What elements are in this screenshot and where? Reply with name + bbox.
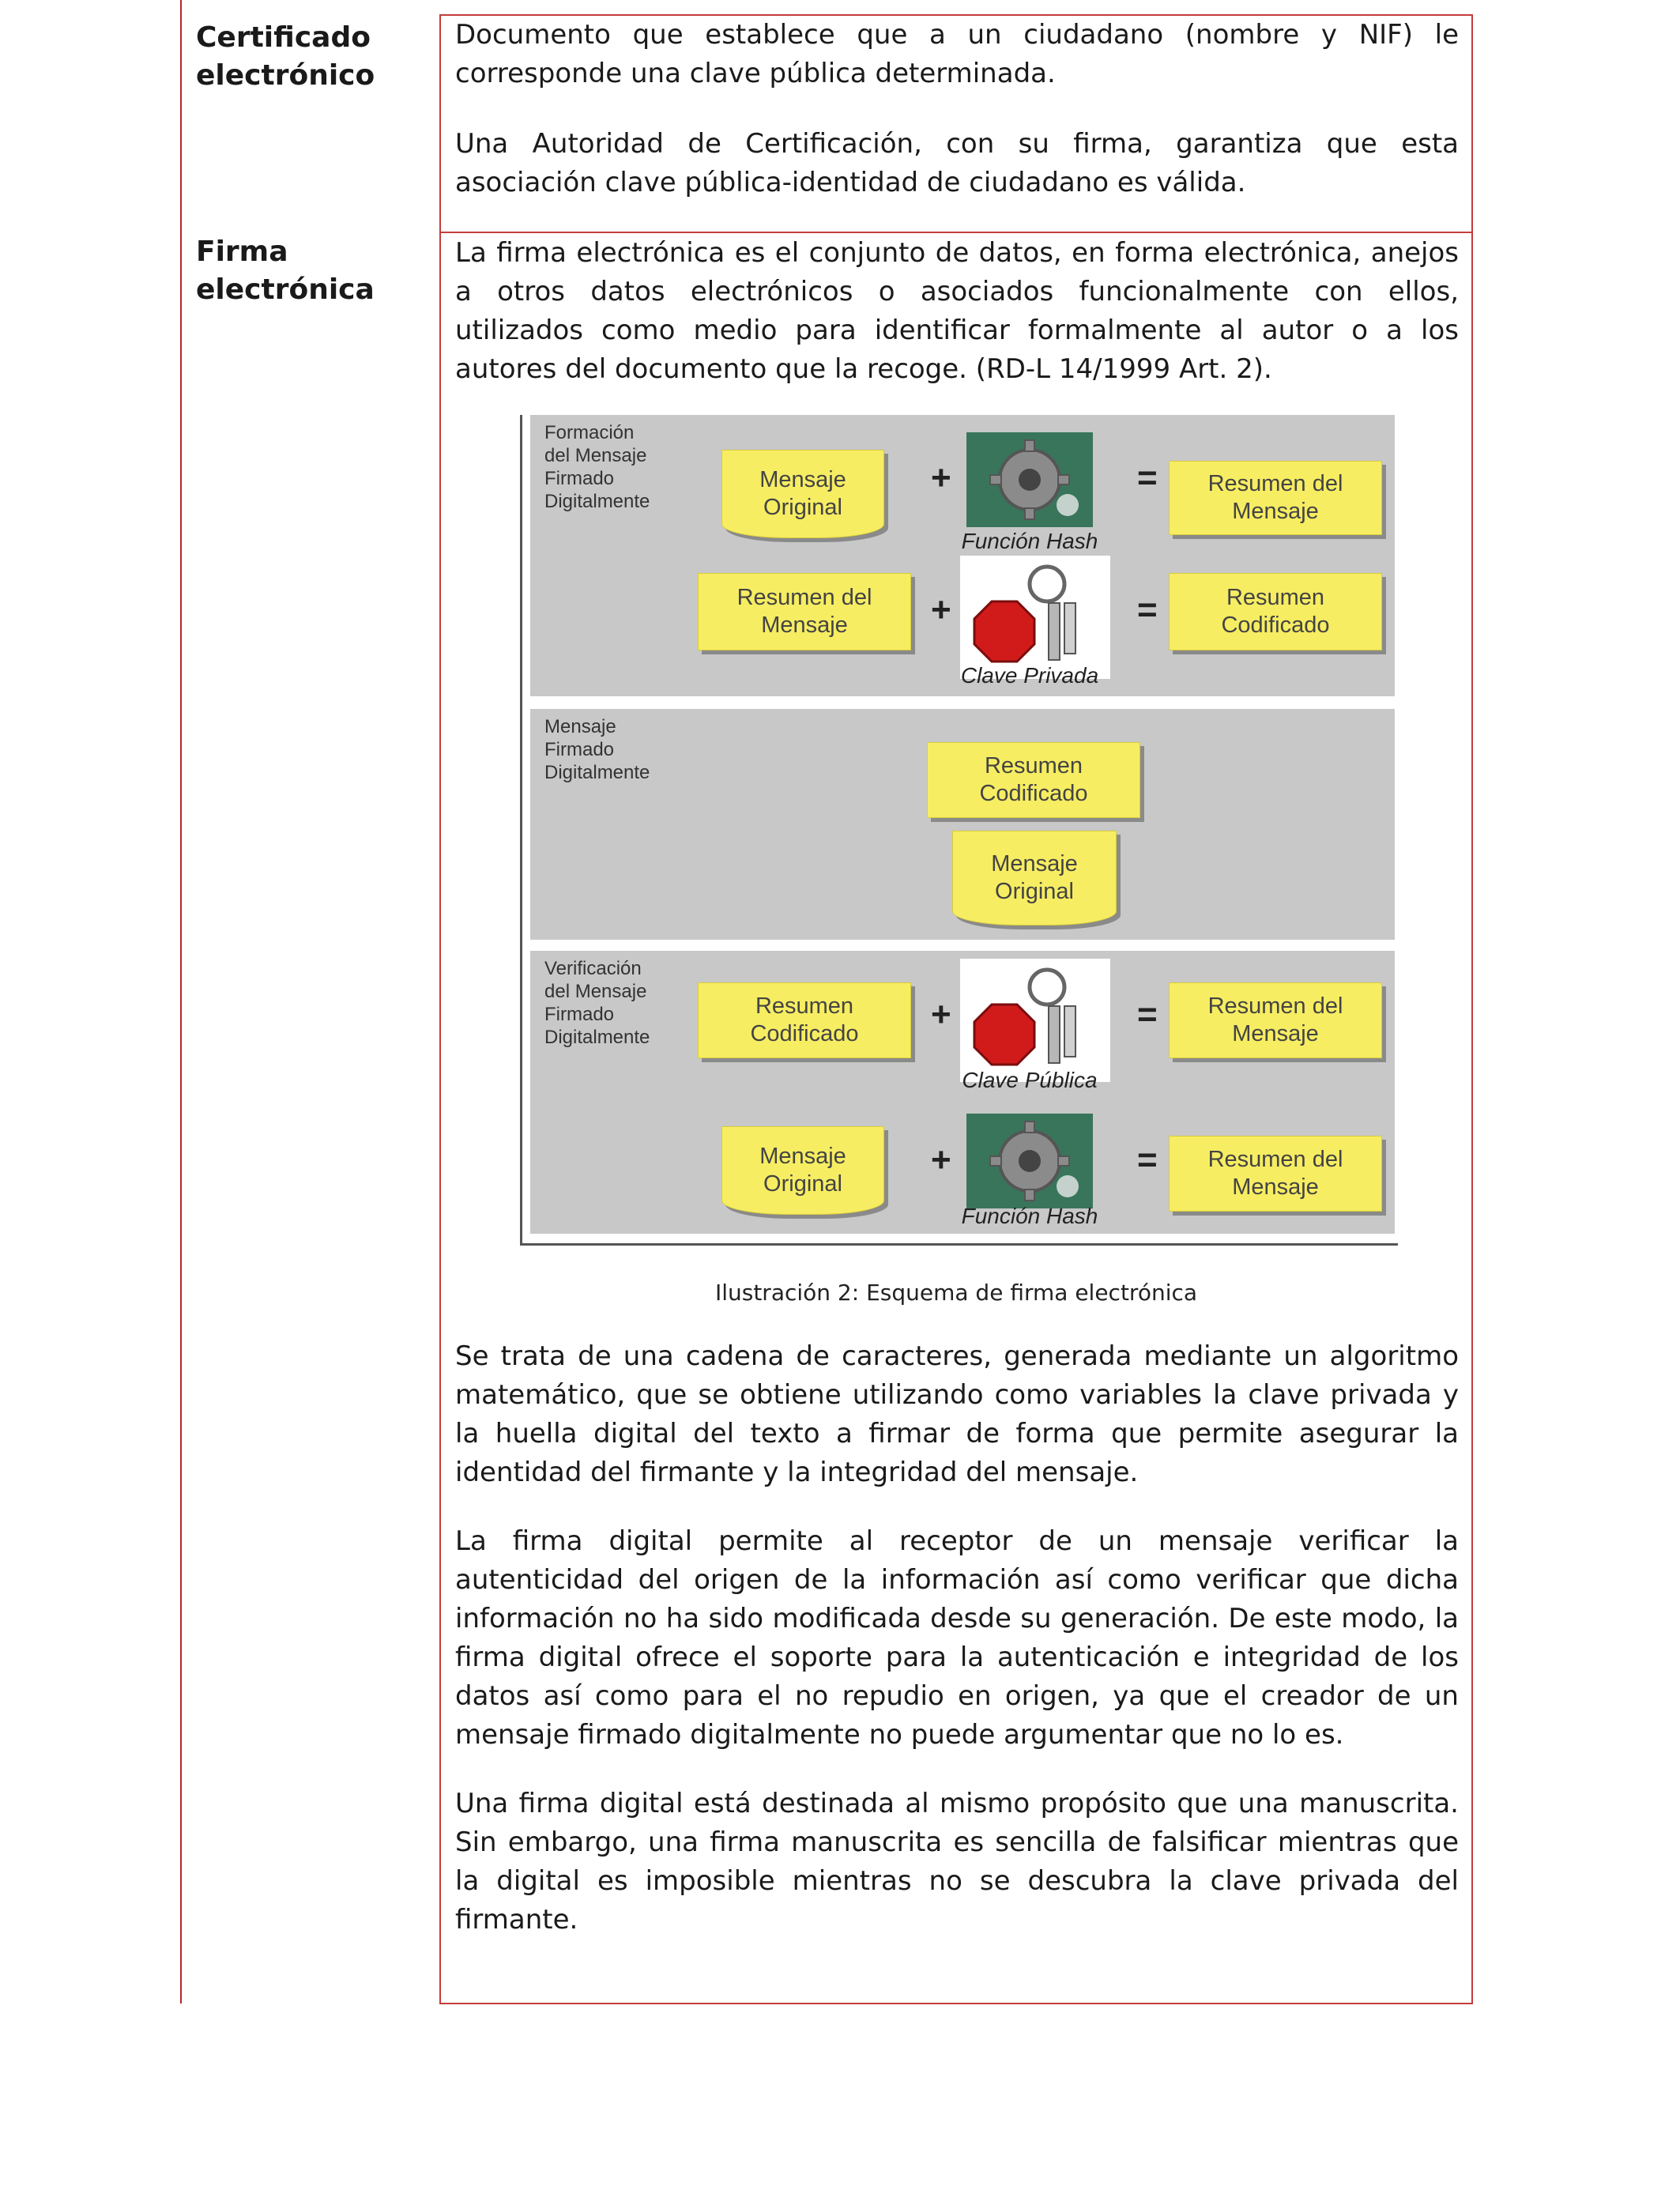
note-line: Codificado [979, 781, 1088, 806]
note-line: Resumen [755, 993, 854, 1019]
note-line: Resumen del [1207, 993, 1343, 1019]
paragraph: La firma electrónica es el conjunto de datos, en forma electrónica, anejos a otros datos electrónicos o asociados funcionalmente con ellos, utilizados como medio para identificar formalmente al autor o a los autores del documento que la recoge. (RD-L 14/1999 Art. 2). [455, 237, 1459, 385]
key-ring-icon [960, 556, 1110, 679]
panel-mensaje-firmado [530, 709, 1395, 940]
panel-label-line: Verificación [544, 958, 642, 979]
note-line: Original [763, 1171, 842, 1197]
panel-label-line: Digitalmente [544, 1027, 650, 1048]
panel-label-line: Firmado [544, 468, 615, 489]
panel-label-line: Formación [544, 422, 635, 443]
panel-label-line: del Mensaje [544, 445, 647, 466]
figure-caption: Ilustración 2: Esquema de firma electrónica [714, 1280, 1198, 1306]
gear-icon [966, 432, 1093, 527]
note-line: Mensaje [1232, 499, 1319, 524]
note-mensaje-original [721, 1126, 884, 1215]
paragraph: Se trata de una cadena de caracteres, generada mediante un algoritmo matemático, que se obtiene utilizando como variables la clave privada y la huella digital del texto a firmar de forma que permite asegurar la identidad del firmante y la integridad del mensaje. [455, 1340, 1459, 1488]
plus-sign: + [931, 458, 951, 497]
note-line: Codificado [750, 1021, 859, 1046]
equals-sign: = [1137, 995, 1158, 1034]
panel-label-line: Firmado [544, 1004, 615, 1025]
equals-sign: = [1137, 1140, 1158, 1179]
note-line: Resumen del [1207, 471, 1343, 496]
caption-funcion-hash: Función Hash [961, 1204, 1098, 1228]
key-ring-icon [960, 959, 1110, 1082]
paragraph: Documento que establece que a un ciudadano (nombre y NIF) le corresponde una clave pública determinada. [455, 19, 1459, 89]
note-resumen-mensaje [1169, 1136, 1382, 1212]
note-line: Mensaje [991, 851, 1078, 876]
note-line: Resumen [984, 753, 1083, 778]
panel-verificacion [530, 951, 1395, 1234]
note-line: Mensaje [761, 613, 848, 638]
panel-label-line: Mensaje [544, 716, 616, 737]
note-line: Mensaje [759, 467, 846, 492]
term-line: Firma [196, 236, 288, 268]
note-line: Original [763, 495, 842, 520]
panel-label-line: Digitalmente [544, 491, 650, 512]
note-resumen-mensaje [1169, 982, 1382, 1058]
equals-sign: = [1137, 590, 1158, 629]
gear-icon [966, 1114, 1093, 1208]
note-resumen-mensaje [1169, 461, 1382, 535]
signature-scheme-figure [520, 415, 1398, 1246]
note-mensaje-original [721, 450, 884, 538]
panel-label-line: Firmado [544, 739, 615, 760]
note-line: Resumen del [736, 585, 872, 610]
paragraph: Una firma digital está destinada al mismo propósito que una manuscrita. Sin embargo, una firma manuscrita es sencilla de falsificar mientras que la digital es imposible mientras no se descubra la clave privada del firmante. [455, 1788, 1459, 1936]
panel-label-line: Digitalmente [544, 762, 650, 783]
term-line: electrónico [196, 59, 375, 92]
note-line: Mensaje [759, 1144, 846, 1169]
term-firma [196, 233, 375, 309]
panel-label [544, 421, 650, 513]
note-line: Mensaje [1232, 1021, 1319, 1046]
note-resumen-codificado [1169, 573, 1382, 650]
plus-sign: + [931, 590, 951, 629]
note-mensaje-original [952, 831, 1117, 925]
note-resumen-mensaje [698, 573, 911, 650]
caption-clave-publica: Clave Pública [962, 1068, 1098, 1092]
note-resumen-codificado [698, 982, 911, 1058]
panel-formacion [530, 415, 1395, 696]
note-resumen-codificado [927, 742, 1140, 818]
caption-funcion-hash: Función Hash [961, 529, 1098, 553]
panel-label [544, 715, 650, 784]
note-line: Original [995, 879, 1074, 904]
equals-sign: = [1137, 458, 1158, 497]
plus-sign: + [931, 1140, 951, 1179]
note-line: Resumen del [1207, 1147, 1343, 1172]
caption-clave-privada: Clave Privada [960, 663, 1099, 688]
note-line: Mensaje [1232, 1174, 1319, 1200]
term-line: Certificado [196, 21, 371, 54]
note-line: Resumen [1226, 585, 1325, 610]
paragraph: Una Autoridad de Certificación, con su firma, garantiza que esta asociación clave pública-identidad de ciudadano es válida. [455, 128, 1459, 198]
term-line: electrónica [196, 273, 375, 306]
panel-label-line: del Mensaje [544, 981, 647, 1002]
plus-sign: + [931, 995, 951, 1034]
panel-label [544, 957, 650, 1049]
term-certificado [196, 19, 375, 95]
left-border-line [180, 0, 182, 2004]
note-line: Codificado [1221, 613, 1330, 638]
paragraph: La firma digital permite al receptor de un mensaje verificar la autenticidad del origen de la información así como verificar que dicha información no ha sido modificada desde su generación. De este modo, la firma digital ofrece el soporte para la autenticación e integridad de los datos así como para el no repudio en origen, ya que el creador de un mensaje firmado digitalmente no puede argumentar que no lo es. [455, 1525, 1459, 1751]
